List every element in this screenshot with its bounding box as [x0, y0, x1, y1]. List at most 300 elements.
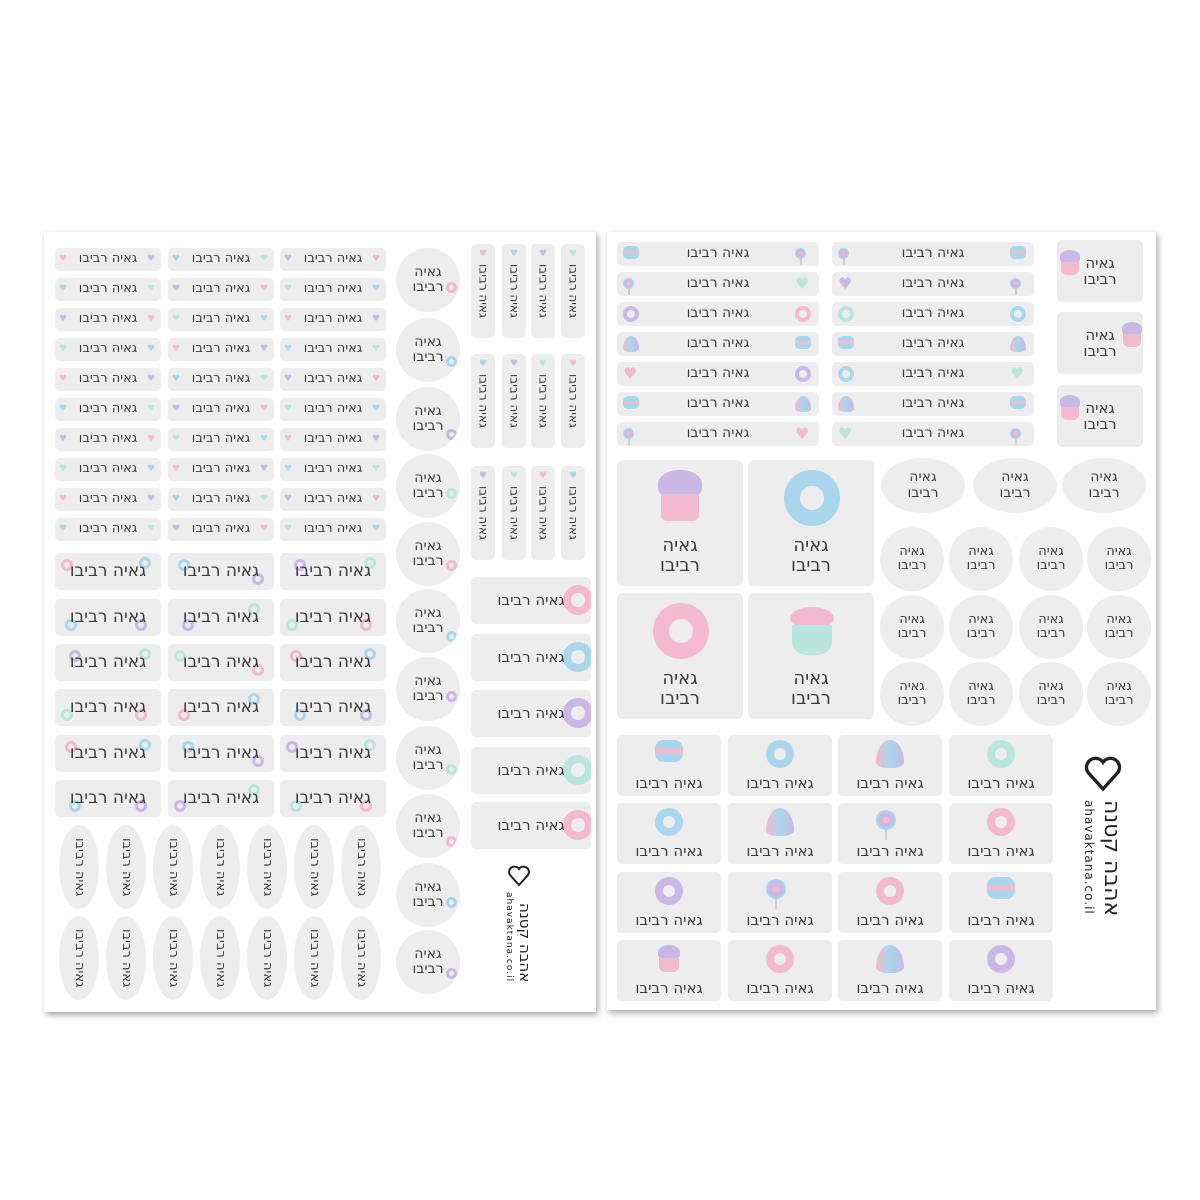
sticker-name: גאיה רביבו: [166, 928, 182, 988]
donut-icon: [876, 877, 904, 905]
name-sticker-oval: [294, 825, 334, 909]
name-sticker-circle: [396, 318, 460, 382]
donut-icon: [563, 810, 591, 840]
name-sticker-medium: [838, 803, 942, 864]
sticker-name: גאיה רביבו: [191, 401, 251, 417]
name-sticker-vertical: [561, 244, 585, 338]
sticker-name: גאיה רביבו: [635, 841, 703, 860]
sticker-name-two-line: [1037, 680, 1066, 709]
name-sticker-circle: [396, 454, 460, 518]
sticker-name: גאיה רביבו: [303, 371, 363, 387]
sticker-name: גאיה רביבו: [78, 401, 138, 417]
name-sticker-oval: [59, 825, 99, 909]
sticker-name: גאיה רביבו: [78, 431, 138, 447]
sticker-name: גאיה רביבו: [260, 837, 276, 897]
name-sticker-square-large: [748, 593, 874, 719]
donut-icon: [446, 968, 457, 979]
heart-icon: ♥: [59, 284, 68, 294]
name-sticker-cupcake: [1057, 312, 1143, 374]
cupcake-icon: [1119, 322, 1143, 348]
sticker-name-two-line: [660, 536, 700, 576]
name-sticker-medium: [617, 940, 721, 1001]
sticker-name: גאיה רביבו: [566, 374, 581, 428]
heart-icon: ♥: [372, 464, 381, 474]
heart-icon: ♥: [479, 471, 488, 481]
sticker-name: גאיה רביבו: [191, 281, 251, 297]
lollipop-icon: [623, 428, 634, 445]
sticker-first-name: גאיה: [1106, 611, 1132, 627]
sticker-first-name: גאיה: [1085, 325, 1115, 344]
lollipop-icon: [623, 278, 634, 295]
sticker-first-name: גאיה: [968, 543, 994, 559]
name-sticker-vertical: [531, 354, 555, 448]
sticker-name: גאיה רביבו: [507, 374, 522, 428]
donut-icon: [446, 631, 457, 642]
name-sticker-oval: [153, 825, 193, 909]
sticker-last-name: רביבו: [412, 553, 444, 569]
donut-icon: [563, 755, 591, 785]
sticker-name: גאיה רביבו: [746, 841, 814, 860]
name-sticker-vertical: [502, 466, 526, 560]
name-sticker-cupcake: [1057, 240, 1143, 302]
name-sticker-large: [55, 553, 161, 590]
name-sticker-oval: [153, 916, 193, 1000]
donut-icon: [795, 306, 811, 322]
name-sticker-small: [832, 332, 1034, 356]
sticker-first-name: גאיה: [1085, 398, 1115, 417]
name-sticker-large: [168, 735, 274, 772]
sticker-name: גאיה רביבו: [901, 335, 965, 352]
sticker-name: גאיה רביבו: [78, 521, 138, 537]
name-sticker-circle: [949, 527, 1013, 591]
sticker-name-two-line: [412, 947, 443, 978]
brand-logo: [1082, 754, 1124, 916]
sticker-name: גאיה רביבו: [901, 245, 965, 262]
sticker-name: גאיה רביבו: [182, 697, 260, 718]
meringue-icon: [876, 945, 904, 973]
name-sticker-circle: [1019, 595, 1083, 659]
sticker-first-name: גאיה: [414, 945, 442, 962]
donut-icon: [446, 356, 457, 367]
sticker-name: גאיה רביבו: [901, 395, 965, 412]
sticker-name: גאיה רביבו: [191, 491, 251, 507]
sticker-name-two-line: [412, 811, 443, 842]
sticker-name: גאיה רביבו: [686, 275, 750, 292]
sticker-name: גאיה רביבו: [119, 837, 135, 897]
sticker-last-name: רביבו: [1083, 342, 1117, 360]
sticker-name: גאיה רביבו: [686, 245, 750, 262]
sticker-name-two-line: [1083, 255, 1116, 288]
sticker-name: גאיה רביבו: [746, 910, 814, 929]
name-sticker-circle: [1019, 662, 1083, 726]
donut-icon: [795, 366, 811, 382]
sticker-name: גאיה רביבו: [182, 561, 260, 582]
heart-icon: ♥: [795, 274, 810, 293]
lollipop-icon: [838, 248, 849, 265]
heart-icon: ♥: [284, 254, 293, 264]
donut-icon: [766, 945, 794, 973]
sticker-name: גאיה רביבו: [78, 341, 138, 357]
sticker-last-name: רביבו: [412, 757, 444, 773]
sticker-name: גאיה רביבו: [191, 311, 251, 327]
name-sticker-vertical: [502, 244, 526, 338]
name-sticker-small: [280, 308, 386, 331]
meringue-icon: [838, 396, 854, 412]
sticker-name: גאיה רביבו: [294, 652, 372, 673]
name-sticker-small: [832, 422, 1034, 446]
sticker-name: גאיה רביבו: [303, 431, 363, 447]
name-sticker-small: [280, 518, 386, 541]
sticker-name: גאיה רביבו: [566, 264, 581, 318]
heart-icon: ♥: [372, 284, 381, 294]
sticker-last-name: רביבו: [897, 693, 927, 708]
sticker-last-name: רביבו: [897, 558, 927, 573]
sticker-name: גאיה רביבו: [303, 491, 363, 507]
name-sticker-large: [55, 735, 161, 772]
brand-url: ahavaktana.co.il: [1082, 800, 1096, 915]
sticker-name: גאיה רביבו: [72, 928, 88, 988]
name-sticker-oval: [247, 916, 287, 1000]
sticker-name-two-line: [1105, 680, 1134, 709]
name-sticker-circle: [880, 527, 944, 591]
name-sticker-small: [617, 422, 819, 446]
heart-icon: ♥: [569, 471, 578, 481]
name-sticker-large: [280, 599, 386, 636]
name-sticker-medium: [728, 940, 832, 1001]
sticker-name: גאיה רביבו: [507, 486, 522, 540]
sticker-name: גאיה רביבו: [686, 335, 750, 352]
sticker-name: גאיה רביבו: [303, 311, 363, 327]
sticker-name: גאיה רביבו: [78, 461, 138, 477]
sticker-name: גאיה רביבו: [497, 761, 565, 780]
name-sticker-medium: [471, 577, 591, 624]
sticker-first-name: גאיה: [899, 678, 925, 694]
heart-icon: ♥: [172, 374, 181, 384]
sticker-name: גאיה רביבו: [307, 837, 323, 897]
heart-icon: ♥: [260, 404, 269, 414]
brand-name: אהבה קטנה: [516, 902, 534, 983]
cupcake-icon: [655, 945, 683, 973]
name-sticker-circle: [396, 657, 460, 721]
sticker-last-name: רביבו: [412, 485, 444, 501]
sticker-name-two-line: [412, 743, 443, 774]
heart-icon: ♥: [372, 254, 381, 264]
sticker-last-name: רביבו: [1088, 484, 1120, 501]
sticker-name: גאיה רביבו: [182, 788, 260, 809]
sticker-name: גאיה רביבו: [78, 371, 138, 387]
name-sticker-vertical: [471, 466, 495, 560]
sticker-name: גאיה רביבו: [686, 395, 750, 412]
name-sticker-circle: [1019, 527, 1083, 591]
sticker-first-name: גאיה: [1090, 469, 1118, 486]
donut-icon: [446, 764, 457, 775]
sticker-first-name: גאיה: [414, 878, 442, 895]
name-sticker-small: [168, 488, 274, 511]
name-sticker-oval: [200, 916, 240, 1000]
heart-icon: ♥: [284, 374, 293, 384]
name-sticker-medium: [471, 747, 591, 794]
donut-icon: [446, 560, 457, 571]
sticker-name-two-line: [967, 680, 996, 709]
sticker-last-name: רביבו: [907, 484, 939, 501]
heart-icon: ♥: [479, 249, 488, 259]
heart-outline-icon: [1083, 754, 1123, 794]
sticker-name-two-line: [1105, 545, 1134, 574]
name-sticker-square-large: [748, 460, 874, 586]
sticker-first-name: גאיה: [414, 809, 442, 826]
name-sticker-circle: [396, 863, 460, 927]
heart-icon: ♥: [569, 249, 578, 259]
name-sticker-vertical: [561, 466, 585, 560]
name-sticker-vertical: [531, 244, 555, 338]
sticker-name: גאיה רביבו: [294, 561, 372, 582]
sticker-name: גאיה רביבו: [746, 773, 814, 792]
name-sticker-small: [280, 368, 386, 391]
sticker-name: גאיה רביבו: [191, 521, 251, 537]
name-sticker-large: [168, 644, 274, 681]
sticker-last-name: רביבו: [1083, 270, 1117, 288]
sticker-name: גאיה רביבו: [354, 928, 370, 988]
brand-logo: [504, 864, 534, 982]
heart-icon: ♥: [539, 359, 548, 369]
sticker-name-two-line: [791, 536, 831, 576]
sticker-first-name: גאיה: [414, 604, 442, 621]
name-sticker-medium: [949, 803, 1053, 864]
heart-icon: ♥: [59, 344, 68, 354]
sticker-name: גאיה רביבו: [182, 652, 260, 673]
heart-icon: ♥: [284, 404, 293, 414]
sticker-first-name: גאיה: [1085, 253, 1115, 272]
sticker-last-name: רביבו: [1104, 558, 1134, 573]
sticker-first-name: גאיה: [968, 678, 994, 694]
heart-icon: ♥: [510, 249, 519, 259]
sticker-name: גאיה רביבו: [307, 928, 323, 988]
heart-icon: ♥: [838, 274, 853, 293]
name-sticker-small: [168, 308, 274, 331]
heart-icon: ♥: [372, 374, 381, 384]
brand-name: אהבה קטנה: [1099, 800, 1124, 917]
name-sticker-oval-horizontal: [1062, 458, 1146, 513]
sticker-last-name: רביבו: [412, 825, 444, 841]
sticker-last-name: רביבו: [791, 555, 831, 577]
sticker-name: גאיה רביבו: [686, 365, 750, 382]
sticker-name-two-line: [967, 613, 996, 642]
name-sticker-circle: [396, 794, 460, 858]
heart-icon: ♥: [147, 434, 156, 444]
donut-icon: [655, 877, 683, 905]
name-sticker-circle: [396, 589, 460, 653]
sticker-name-two-line: [1105, 613, 1134, 642]
name-sticker-oval: [247, 825, 287, 909]
name-sticker-small: [617, 272, 819, 296]
sticker-name-two-line: [1083, 400, 1116, 433]
sticker-name-two-line: [898, 680, 927, 709]
sticker-name: גאיה רביבו: [78, 281, 138, 297]
heart-icon: ♥: [539, 249, 548, 259]
name-sticker-small: [280, 398, 386, 421]
brand-url: ahavaktana.co.il: [504, 892, 514, 983]
sticker-name: גאיה רביבו: [119, 928, 135, 988]
donut-icon: [446, 282, 457, 293]
name-sticker-large: [55, 644, 161, 681]
heart-icon: ♥: [59, 464, 68, 474]
name-sticker-circle: [396, 248, 460, 312]
donut-icon: [784, 470, 840, 526]
lollipop-icon: [876, 810, 896, 840]
name-sticker-square-large: [617, 460, 743, 586]
sticker-first-name: גאיה: [414, 333, 442, 350]
heart-icon: ♥: [838, 424, 853, 443]
name-sticker-large: [280, 735, 386, 772]
sticker-first-name: גאיה: [899, 543, 925, 559]
sticker-name-two-line: [898, 545, 927, 574]
name-sticker-small: [280, 248, 386, 271]
heart-icon: ♥: [1010, 364, 1025, 383]
donut-icon: [838, 366, 854, 382]
donut-icon: [838, 306, 854, 322]
name-sticker-small: [832, 242, 1034, 266]
donut-icon: [766, 740, 794, 768]
name-sticker-oval: [341, 916, 381, 1000]
heart-icon: ♥: [172, 494, 181, 504]
sticker-first-name: גאיה: [968, 611, 994, 627]
name-sticker-small: [168, 338, 274, 361]
name-sticker-small: [617, 302, 819, 326]
sticker-name-two-line: [1088, 470, 1119, 501]
heart-icon: ♥: [147, 254, 156, 264]
macaron-icon: [655, 740, 683, 762]
name-sticker-large: [168, 780, 274, 817]
sticker-first-name: גאיה: [414, 402, 442, 419]
sticker-last-name: רביבו: [412, 279, 444, 295]
name-sticker-oval: [106, 825, 146, 909]
name-sticker-small: [832, 272, 1034, 296]
sticker-name: גאיה רביבו: [294, 607, 372, 628]
donut-icon: [563, 698, 591, 728]
sticker-name: גאיה רביבו: [497, 648, 565, 667]
meringue-icon: [795, 396, 811, 412]
heart-icon: ♥: [284, 464, 293, 474]
sticker-name: גאיה רביבו: [69, 561, 147, 582]
name-sticker-small: [55, 428, 161, 451]
heart-icon: ♥: [172, 344, 181, 354]
lollipop-icon: [766, 879, 786, 909]
sticker-name: גאיה רביבו: [303, 521, 363, 537]
heart-icon: ♥: [260, 374, 269, 384]
sticker-last-name: רביבו: [1083, 415, 1117, 433]
meringue-icon: [766, 808, 794, 836]
sticker-name-two-line: [660, 669, 700, 709]
sticker-first-name: גאיה: [1001, 469, 1029, 486]
sticker-name: גאיה רביבו: [635, 978, 703, 997]
name-sticker-large: [55, 599, 161, 636]
name-sticker-small: [55, 518, 161, 541]
sticker-name-two-line: [1037, 613, 1066, 642]
name-sticker-circle: [949, 662, 1013, 726]
donut-icon: [446, 897, 457, 908]
sticker-name: גאיה רביבו: [967, 910, 1035, 929]
heart-icon: ♥: [59, 374, 68, 384]
name-sticker-medium: [728, 735, 832, 796]
heart-icon: ♥: [172, 524, 181, 534]
donut-icon: [987, 945, 1015, 973]
name-sticker-medium: [838, 735, 942, 796]
sticker-last-name: רביבו: [966, 558, 996, 573]
name-sticker-medium: [471, 690, 591, 737]
donut-icon: [623, 306, 639, 322]
heart-icon: ♥: [172, 254, 181, 264]
name-sticker-small: [617, 392, 819, 416]
sticker-last-name: רביבו: [791, 688, 831, 710]
sticker-name-two-line: [999, 470, 1030, 501]
macaron-icon: [1010, 246, 1026, 259]
name-sticker-large: [280, 780, 386, 817]
macaron-icon: [838, 336, 854, 349]
name-sticker-medium: [949, 940, 1053, 1001]
name-sticker-vertical: [531, 466, 555, 560]
heart-icon: ♥: [147, 404, 156, 414]
sticker-name: גאיה רביבו: [191, 341, 251, 357]
heart-icon: ♥: [284, 494, 293, 504]
sticker-name: גאיה רביבו: [856, 910, 924, 929]
sticker-name: גאיה רביבו: [635, 773, 703, 792]
sticker-name: גאיה רביבו: [69, 788, 147, 809]
cupcake-icon: [1057, 395, 1083, 421]
sticker-name: גאיה רביבו: [476, 264, 491, 318]
sticker-name-two-line: [412, 674, 443, 705]
name-sticker-small: [280, 488, 386, 511]
sticker-last-name: רביבו: [1036, 626, 1066, 641]
macaron-icon: [623, 396, 639, 409]
name-sticker-small: [168, 428, 274, 451]
sticker-last-name: רביבו: [412, 620, 444, 636]
heart-icon: ♥: [260, 494, 269, 504]
sticker-name: גאיה רביבו: [191, 431, 251, 447]
sticker-last-name: רביבו: [412, 894, 444, 910]
name-sticker-small: [617, 362, 819, 386]
name-sticker-circle: [949, 595, 1013, 659]
name-sticker-oval-horizontal: [973, 458, 1057, 513]
sticker-last-name: רביבו: [660, 555, 700, 577]
heart-icon: ♥: [59, 494, 68, 504]
sticker-name: גאיה רביבו: [78, 311, 138, 327]
sticker-name-two-line: [898, 613, 927, 642]
name-sticker-circle: [396, 387, 460, 451]
heart-icon: ♥: [260, 314, 269, 324]
name-sticker-small: [168, 248, 274, 271]
name-sticker-large: [280, 553, 386, 590]
macaron-icon: [1010, 396, 1026, 409]
sticker-name: גאיה רביבו: [191, 371, 251, 387]
sticker-name: גאיה רביבו: [213, 837, 229, 897]
sticker-name-two-line: [412, 539, 443, 570]
name-sticker-medium: [471, 802, 591, 849]
name-sticker-medium: [617, 803, 721, 864]
sticker-last-name: רביבו: [966, 693, 996, 708]
heart-icon: ♥: [260, 254, 269, 264]
heart-icon: ♥: [372, 404, 381, 414]
heart-icon: ♥: [260, 284, 269, 294]
sticker-name: גאיה רביבו: [536, 486, 551, 540]
sticker-name: גאיה רביבו: [901, 425, 965, 442]
name-sticker-large: [168, 689, 274, 726]
sticker-name-two-line: [412, 471, 443, 502]
heart-icon: ♥: [59, 434, 68, 444]
sticker-name: גאיה רביבו: [303, 251, 363, 267]
sticker-name: גאיה רביבו: [497, 704, 565, 723]
name-sticker-small: [55, 278, 161, 301]
sticker-first-name: גאיה: [1038, 543, 1064, 559]
